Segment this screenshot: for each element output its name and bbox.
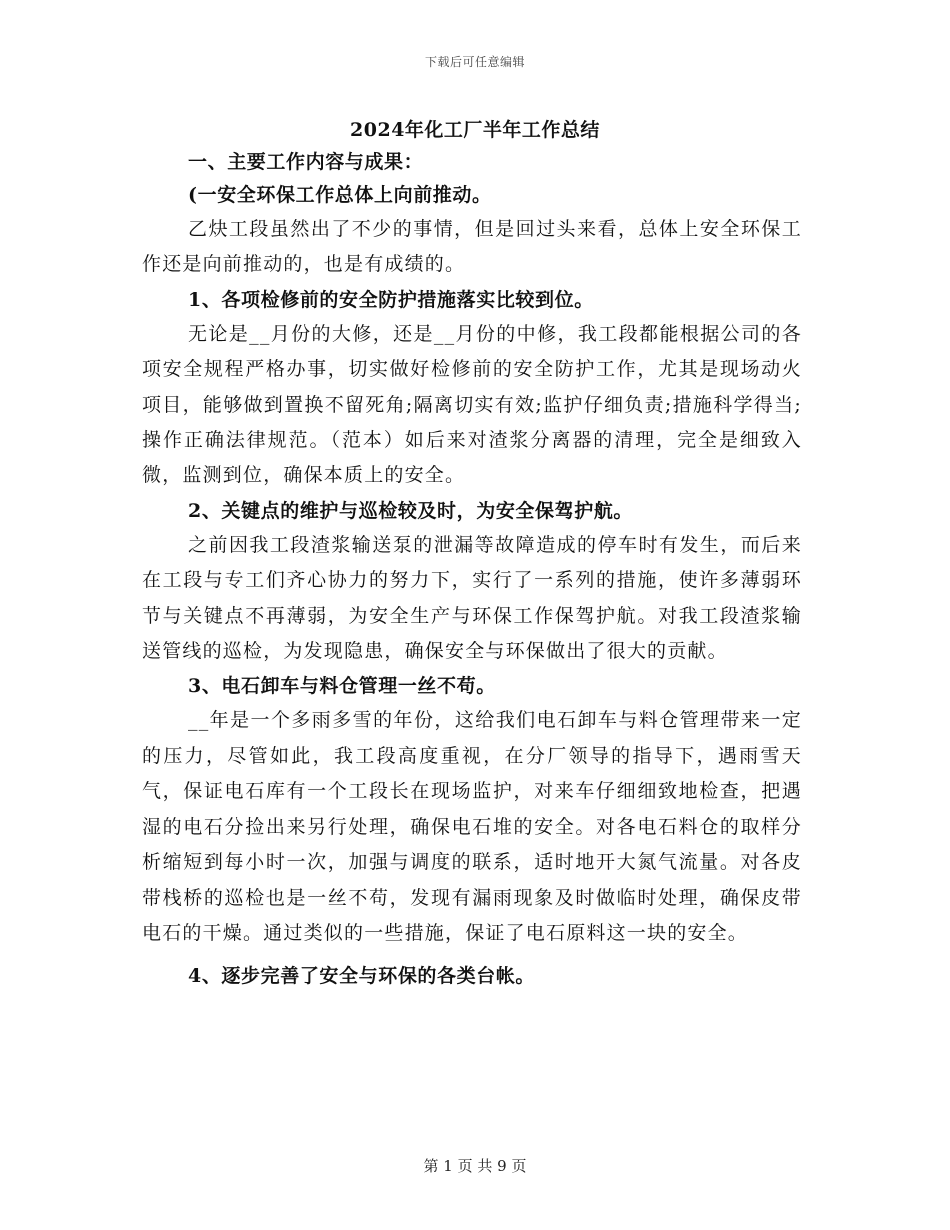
document-body <box>142 146 802 993</box>
paragraph: 乙炔工段虽然出了不少的事情，但是回过头来看，总体上安全环保工作还是向前推动的，也是有成绩的。 <box>142 218 802 276</box>
document-title: 2024年化工厂半年工作总结 <box>350 119 600 141</box>
paragraph: 之前因我工段渣浆输送泵的泄漏等故障造成的停车时有发生，而后来在工段与专工们齐心协力的努力下，实行了一系列的措施，使许多薄弱环节与关键点不再薄弱，为安全生产与环保工作保驾护航。对我工段渣浆输送管线的巡检，为发现隐患，确保安全与环保做出了很大的贡献。 <box>142 533 802 663</box>
section-heading: 一、主要工作内容与成果： <box>188 151 424 173</box>
item-heading: 4、逐步完善了安全与环保的各类台帐。 <box>188 965 536 988</box>
page-header-note: 下载后可任意编辑 <box>424 55 525 69</box>
item-heading: 1、各项检修前的安全防护措施落实比较到位。 <box>188 288 594 311</box>
item-heading: 3、电石卸车与料仓管理一丝不苟。 <box>188 675 496 698</box>
item-heading: 2、关键点的维护与巡检较及时，为安全保驾护航。 <box>188 499 634 522</box>
page-number: 第 1 页 共 9 页 <box>423 1157 527 1175</box>
paragraph: __年是一个多雨多雪的年份，这给我们电石卸车与料仓管理带来一定的压力，尽管如此，我工段高度重视，在分厂领导的指导下，遇雨雪天气，保证电石库有一个工段长在现场监护，对来车仔细细致地检查，把遇湿的电石分捡出来另行处理，确保电石堆的安全。对各电石料仓的取样分析缩短到每小时一次，加强与调度的联系，适时地开大氮气流量。对各皮带栈桥的巡检也是一丝不苟，发现有漏雨现象及时做临时处理，确保皮带电石的干燥。通过类似的一些措施，保证了电石原料这一块的安全。 <box>142 709 802 944</box>
paragraph: 无论是__月份的大修，还是__月份的中修，我工段都能根据公司的各项安全规程严格办事，切实做好检修前的安全防护工作，尤其是现场动火项目，能够做到置换不留死角;隔离切实有效;监护仔细负责;措施科学得当;操作正确法律规范。（范本）如后来对渣浆分离器的清理，完全是细致入微，监测到位，确保本质上的安全。 <box>142 322 802 487</box>
subsection-heading: (一安全环保工作总体上向前推动。 <box>188 184 492 206</box>
